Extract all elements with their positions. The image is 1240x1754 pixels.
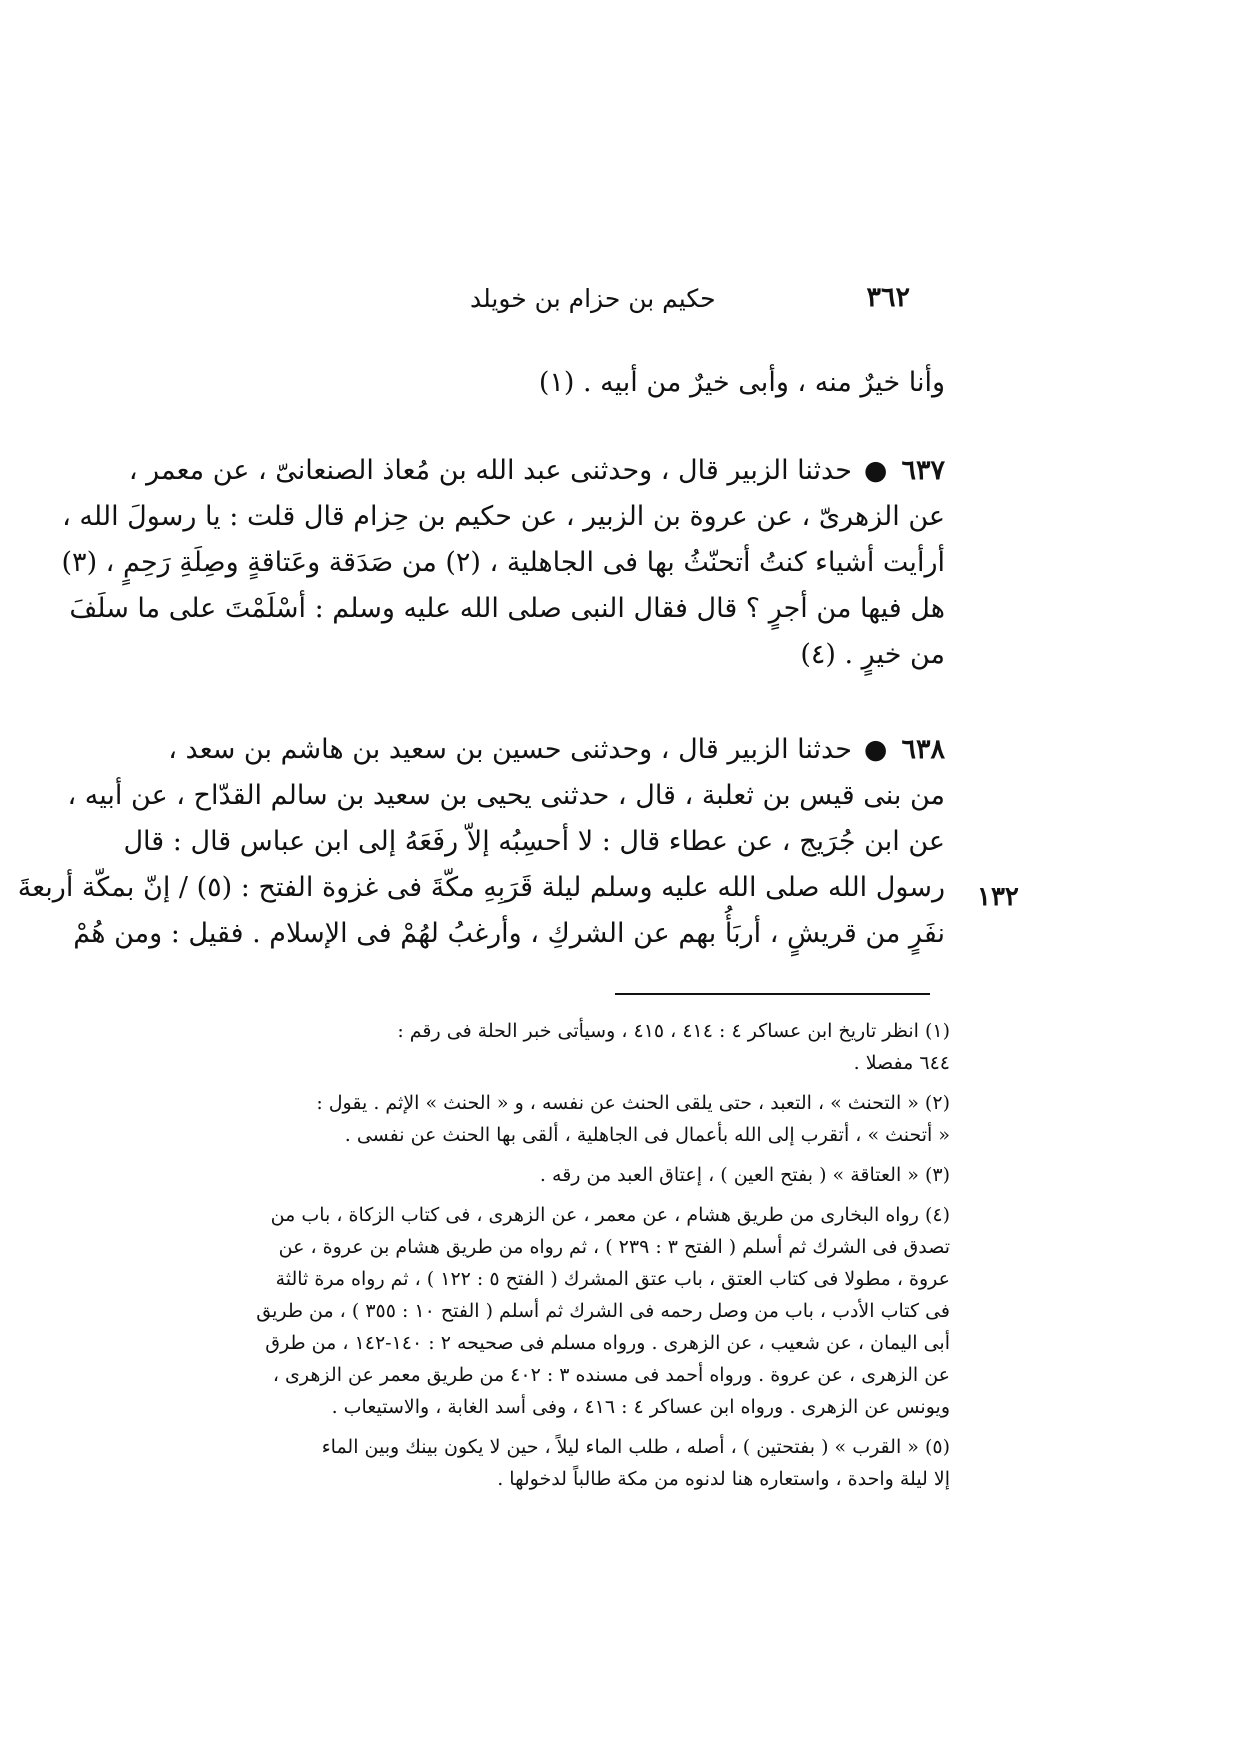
hadith-637 <box>61 448 945 678</box>
hadith-line <box>168 727 945 773</box>
page-header <box>250 282 950 322</box>
hadith-line: من خيرٍ . (٤) <box>800 639 945 670</box>
footnote-line: (٤) رواه البخارى من طريق هشام ، عن معمر ، عن الزهرى ، فى كتاب الزكاة ، باب من <box>270 1204 950 1226</box>
continuation-line: وأنا خيرٌ منه ، وأبى خيرٌ من أبيه . (١) <box>538 367 945 398</box>
footnote-line: (٢) « التحنث » ، التعبد ، حتى يلقى الحنث عن نفسه ، و « الحنث » الإثم . يقول : <box>316 1092 950 1114</box>
hadith-number: ٦٣٨ <box>901 734 945 765</box>
hadith-line: هل فيها من أجرٍ ؟ قال فقال النبى صلى الله عليه وسلم : أسْلَمْتَ على ما سلَفَ <box>69 593 945 624</box>
footnote-line: (١) انظر تاريخ ابن عساكر ٤ : ٤١٤ ، ٤١٥ ، وسيأتى خبر الحلة فى رقم : <box>397 1020 950 1042</box>
footnote-line: تصدق فى الشرك ثم أسلم ( الفتح ٣ : ٢٣٩ ) ، ثم رواه من طريق هشام بن عروة ، عن <box>278 1236 950 1258</box>
hadith-line: من بنى قيس بن ثعلبة ، قال ، حدثنى يحيى بن سعيد بن سالم القدّاح ، عن أبيه ، <box>67 780 945 811</box>
running-title: حكيم بن حزام بن خويلد <box>470 284 716 313</box>
footnote-line: ويونس عن الزهرى . ورواه ابن عساكر ٤ : ٤١٦ ، وفى أسد الغابة ، والاستيعاب . <box>331 1396 950 1418</box>
footnote-line: أبى اليمان ، عن شعيب ، عن الزهرى . ورواه مسلم فى صحيحه ٢ : ١٤٠-١٤٢ ، من طرق <box>265 1332 950 1354</box>
hadith-line: نفَرٍ من قريشٍ ، أربَأُ بهم عن الشركِ ، وأرغبُ لهُمْ فى الإسلام . فقيل : ومن هُمْ <box>73 918 945 949</box>
hadith-line: عن الزهرىّ ، عن عروة بن الزبير ، عن حكيم بن حِزام قال قلت : يا رسولَ الله ، <box>62 501 945 532</box>
continuation-text <box>255 360 945 406</box>
footnote-divider <box>615 993 930 995</box>
footnote-line: عروة ، مطولا فى كتاب العتق ، باب عتق المشرك ( الفتح ٥ : ١٢٢ ) ، ثم رواه مرة ثالثة <box>275 1268 950 1290</box>
footnote-4 <box>250 1199 950 1423</box>
page-number: ٣٦٢ <box>866 282 910 313</box>
hadith-line-text: حدثنا الزبير قال ، وحدثنى حسين بن سعيد بن هاشم بن سعد ، <box>168 734 852 765</box>
footnote-3 <box>250 1159 950 1191</box>
footnote-1 <box>250 1015 950 1079</box>
footnote-2 <box>250 1087 950 1151</box>
footnote-line: فى كتاب الأدب ، باب من وصل رحمه فى الشرك ثم أسلم ( الفتح ١٠ : ٣٥٥ ) ، من طريق <box>256 1300 950 1322</box>
bullet-icon: ● <box>863 455 888 486</box>
hadith-number: ٦٣٧ <box>901 455 945 486</box>
hadith-line: عن ابن جُرَيج ، عن عطاء قال : لا أحسِبُه إلاّ رفَعَهُ إلى ابن عباس قال : قال <box>123 826 945 857</box>
footnote-line: إلا ليلة واحدة ، واستعاره هنا لدنوه من مكة طالباً لدخولها . <box>497 1468 950 1490</box>
footnotes <box>250 1015 950 1503</box>
footnote-line: عن الزهرى ، عن عروة . ورواه أحمد فى مسنده ٣ : ٤٠٢ من طريق معمر عن الزهرى ، <box>272 1364 950 1386</box>
hadith-line <box>128 448 945 494</box>
hadith-line: رسول الله صلى الله عليه وسلم ليلة قَرَبِهِ مكّةَ فى غزوة الفتح : (٥) / إنّ بمكّة أربعةَ <box>17 872 945 903</box>
margin-page-number: ١٣٢ <box>977 882 1019 912</box>
hadith-638 <box>17 727 945 957</box>
hadith-line-text: حدثنا الزبير قال ، وحدثنى عبد الله بن مُعاذ الصنعانىّ ، عن معمر ، <box>128 455 852 486</box>
footnote-line: (٣) « العتاقة » ( بفتح العين ) ، إعتاق العبد من رقه . <box>539 1164 950 1186</box>
bullet-icon: ● <box>863 734 888 765</box>
footnote-line: ٦٤٤ مفصلا . <box>853 1052 950 1074</box>
footnote-line: « أتحنث » ، أتقرب إلى الله بأعمال فى الجاهلية ، ألقى بها الحنث عن نفسى . <box>344 1124 950 1146</box>
footnote-line: (٥) « القرب » ( بفتحتين ) ، أصله ، طلب الماء ليلاً ، حين لا يكون بينك وبين الماء <box>321 1436 950 1458</box>
footnote-5 <box>250 1431 950 1495</box>
hadith-line: أرأيت أشياء كنتُ أتحنّثُ بها فى الجاهلية ، (٢) من صَدَقة وعَتاقةٍ وصِلَةِ رَحِمٍ ، (٣) <box>61 547 945 578</box>
